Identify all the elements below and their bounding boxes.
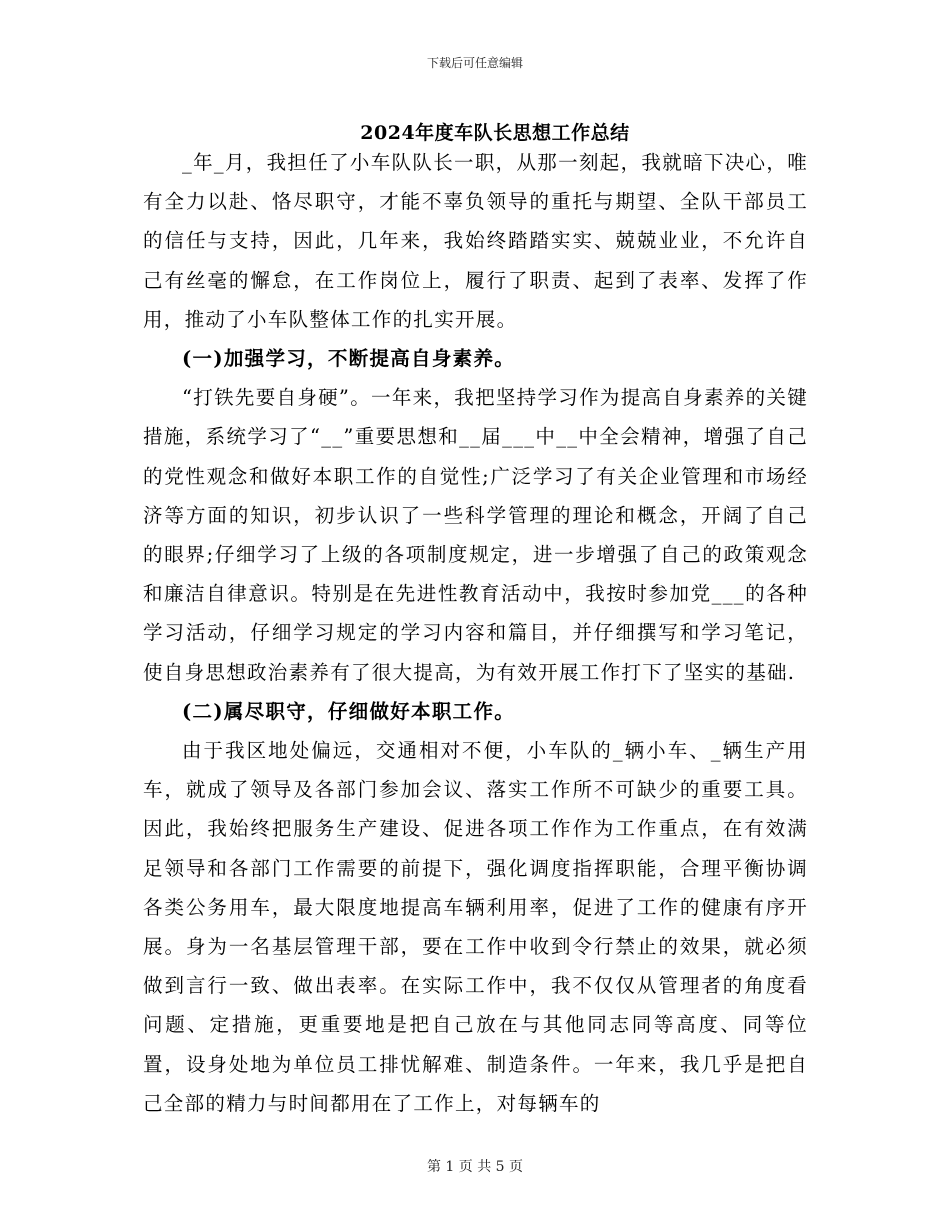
body-paragraph: _年_月，我担任了小车队队长一职，从那一刻起，我就暗下决心，唯有全力以赴、恪尽职守，才能不辜负领导的重托与期望、全队干部员工的信任与支持，因此，几年来，我始终踏踏实实、兢兢业业，不允许自己有丝毫的懈怠，在工作岗位上，履行了职责、起到了表率、发挥了作用，推动了小车队整体工作的扎实开展。: [143, 151, 808, 331]
body-paragraph: 由于我区地处偏远，交通相对不便，小车队的_辆小车、_辆生产用车，就成了领导及各部门参加会议、落实工作所不可缺少的重要工具。因此，我始终把服务生产建设、促进各项工作作为工作重点，在有效满足领导和各部门工作需要的前提下，强化调度指挥职能，合理平衡协调各类公务用车，最大限度地提高车辆利用率，促进了工作的健康有序开展。身为一名基层管理干部，要在工作中收到令行禁止的效果，就必须做到言行一致、做出表率。在实际工作中，我不仅仅从管理者的角度看问题、定措施，更重要地是把自己放在与其他同志同等高度、同等位置，设身处地为单位员工排忧解难、制造条件。一年来，我几乎是把自己全部的精力与时间都用在了工作上，对每辆车的: [143, 739, 808, 1115]
document-title: 2024年度车队长思想工作总结: [360, 122, 630, 144]
page-header: 下载后可任意编辑: [426, 56, 523, 70]
page-footer: 第 1 页 共 5 页: [426, 1159, 524, 1175]
document-body: [143, 143, 808, 1123]
body-paragraph: “打铁先要自身硬”。一年来，我把坚持学习作为提高自身素养的关键措施，系统学习了“__”重要思想和__届___中__中全会精神，增强了自己的党性观念和做好本职工作的自觉性;广泛学习了有关企业管理和市场经济等方面的知识，初步认识了一些科学管理的理论和概念，开阔了自己的眼界;仔细学习了上级的各项制度规定，进一步增强了自己的政策观念和廉洁自律意识。特别是在先进性教育活动中，我按时参加党___的各种学习活动，仔细学习规定的学习内容和篇目，并仔细撰写和学习笔记，使自身思想政治素养有了很大提高，为有效开展工作打下了坚实的基础.: [143, 386, 808, 684]
section-heading: (二)属尽职守，仔细做好本职工作。: [182, 699, 516, 723]
section-heading: (一)加强学习，不断提高自身素养。: [182, 347, 516, 371]
